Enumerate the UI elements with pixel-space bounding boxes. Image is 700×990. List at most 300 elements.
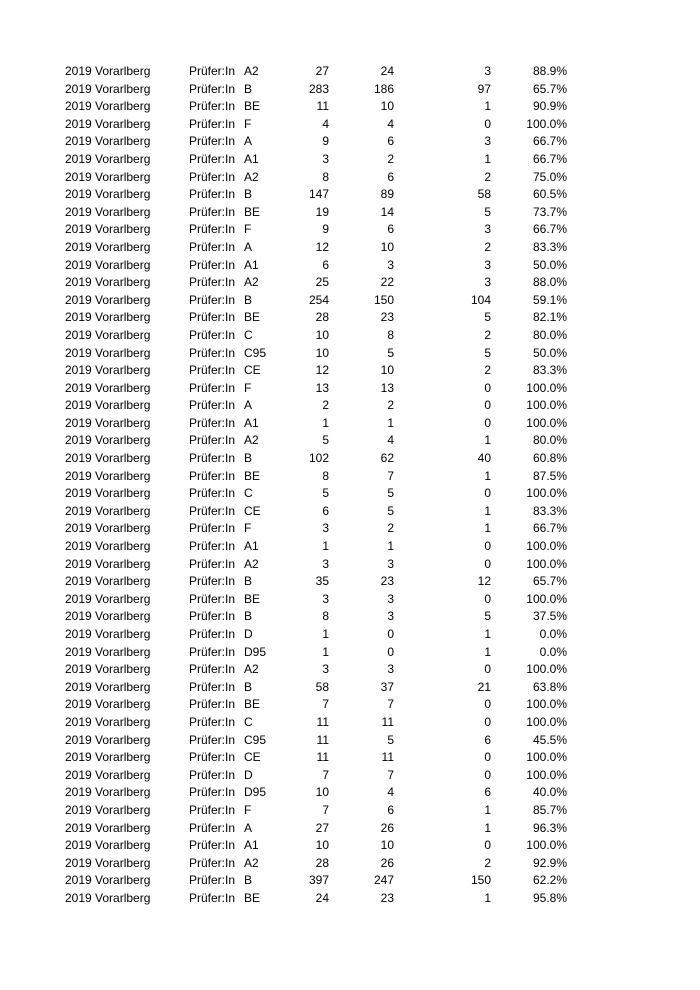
license-class-cell: B xyxy=(244,81,253,96)
region-cell: 2019 Vorarlberg xyxy=(65,380,151,395)
failed-count-cell: 2 xyxy=(484,855,491,870)
region-cell: 2019 Vorarlberg xyxy=(65,486,151,501)
role-cell: Prüfer:In xyxy=(189,802,236,817)
failed-count-cell: 1 xyxy=(484,503,491,518)
failed-count-cell: 0 xyxy=(484,750,491,765)
passed-count-cell: 4 xyxy=(387,785,394,800)
license-class-cell: A1 xyxy=(244,539,259,554)
total-count-cell: 27 xyxy=(315,820,329,835)
table-row xyxy=(0,327,700,345)
total-count-cell: 58 xyxy=(315,679,329,694)
region-cell: 2019 Vorarlberg xyxy=(65,433,151,448)
license-class-cell: D95 xyxy=(244,644,267,659)
license-class-cell: A2 xyxy=(244,556,259,571)
table-row xyxy=(0,696,700,714)
total-count-cell: 35 xyxy=(315,574,329,589)
passed-count-cell: 6 xyxy=(387,134,394,149)
table-row xyxy=(0,239,700,257)
failed-count-cell: 5 xyxy=(484,345,491,360)
passed-count-cell: 10 xyxy=(380,838,394,853)
license-class-cell: CE xyxy=(244,503,261,518)
table-row xyxy=(0,274,700,292)
total-count-cell: 11 xyxy=(316,714,329,729)
table-row xyxy=(0,767,700,785)
license-class-cell: F xyxy=(244,116,252,131)
passed-count-cell: 150 xyxy=(373,292,394,307)
region-cell: 2019 Vorarlberg xyxy=(65,662,151,677)
license-class-cell: B xyxy=(244,873,253,888)
failed-count-cell: 0 xyxy=(484,697,491,712)
table-row xyxy=(0,98,700,116)
role-cell: Prüfer:In xyxy=(189,169,236,184)
region-cell: 2019 Vorarlberg xyxy=(65,556,151,571)
pass-rate-cell: 100.0% xyxy=(526,398,567,413)
passed-count-cell: 186 xyxy=(373,81,394,96)
role-cell: Prüfer:In xyxy=(189,99,236,114)
region-cell: 2019 Vorarlberg xyxy=(65,714,151,729)
passed-count-cell: 247 xyxy=(373,873,394,888)
total-count-cell: 11 xyxy=(316,99,329,114)
region-cell: 2019 Vorarlberg xyxy=(65,873,151,888)
license-class-cell: A2 xyxy=(244,433,259,448)
table-row xyxy=(0,679,700,697)
total-count-cell: 27 xyxy=(315,64,329,78)
region-cell: 2019 Vorarlberg xyxy=(65,468,151,483)
region-cell: 2019 Vorarlberg xyxy=(65,398,151,413)
passed-count-cell: 7 xyxy=(387,767,394,782)
passed-count-cell: 5 xyxy=(387,503,394,518)
license-class-cell: B xyxy=(244,451,253,466)
total-count-cell: 10 xyxy=(315,785,329,800)
role-cell: Prüfer:In xyxy=(189,486,236,501)
region-cell: 2019 Vorarlberg xyxy=(65,732,151,747)
pass-rate-cell: 100.0% xyxy=(526,714,567,729)
pass-rate-cell: 0.0% xyxy=(539,644,567,659)
license-class-cell: B xyxy=(244,187,253,202)
license-class-cell: A1 xyxy=(244,257,259,272)
failed-count-cell: 0 xyxy=(484,398,491,413)
passed-count-cell: 23 xyxy=(380,890,394,905)
role-cell: Prüfer:In xyxy=(189,697,236,712)
role-cell: Prüfer:In xyxy=(189,679,236,694)
region-cell: 2019 Vorarlberg xyxy=(65,609,151,624)
passed-count-cell: 7 xyxy=(387,468,394,483)
role-cell: Prüfer:In xyxy=(189,732,236,747)
passed-count-cell: 6 xyxy=(387,222,394,237)
table-row xyxy=(0,468,700,486)
license-class-cell: A2 xyxy=(244,64,259,78)
license-class-cell: BE xyxy=(244,890,261,905)
failed-count-cell: 1 xyxy=(484,820,491,835)
failed-count-cell: 1 xyxy=(484,627,491,641)
passed-count-cell: 89 xyxy=(380,187,394,202)
table-row xyxy=(0,292,700,310)
pass-rate-cell: 66.7% xyxy=(532,134,567,149)
region-cell: 2019 Vorarlberg xyxy=(65,451,151,466)
role-cell: Prüfer:In xyxy=(189,151,236,166)
total-count-cell: 11 xyxy=(316,750,329,765)
pass-rate-cell: 100.0% xyxy=(526,838,567,853)
total-count-cell: 1 xyxy=(322,644,329,659)
license-class-cell: D xyxy=(244,627,253,641)
table-row xyxy=(0,186,700,204)
license-class-cell: A1 xyxy=(244,415,259,430)
pass-rate-cell: 92.9% xyxy=(532,855,567,870)
total-count-cell: 9 xyxy=(322,134,329,149)
table-row xyxy=(0,204,700,222)
pass-rate-cell: 100.0% xyxy=(526,591,567,606)
pass-rate-cell: 59.1% xyxy=(532,292,567,307)
failed-count-cell: 0 xyxy=(484,415,491,430)
pass-rate-cell: 82.1% xyxy=(532,310,567,325)
region-cell: 2019 Vorarlberg xyxy=(65,644,151,659)
pass-rate-cell: 87.5% xyxy=(532,468,567,483)
total-count-cell: 6 xyxy=(322,503,329,518)
total-count-cell: 4 xyxy=(322,116,329,131)
role-cell: Prüfer:In xyxy=(189,838,236,853)
table-row xyxy=(0,837,700,855)
total-count-cell: 6 xyxy=(322,257,329,272)
passed-count-cell: 1 xyxy=(387,415,394,430)
passed-count-cell: 5 xyxy=(387,732,394,747)
region-cell: 2019 Vorarlberg xyxy=(65,134,151,149)
pass-rate-cell: 50.0% xyxy=(532,345,567,360)
license-class-cell: BE xyxy=(244,468,261,483)
total-count-cell: 7 xyxy=(322,802,329,817)
table-row xyxy=(0,626,700,644)
failed-count-cell: 5 xyxy=(484,609,491,624)
role-cell: Prüfer:In xyxy=(189,310,236,325)
region-cell: 2019 Vorarlberg xyxy=(65,627,151,641)
failed-count-cell: 6 xyxy=(484,732,491,747)
pass-rate-cell: 100.0% xyxy=(526,750,567,765)
license-class-cell: BE xyxy=(244,310,261,325)
failed-count-cell: 3 xyxy=(484,257,491,272)
failed-count-cell: 1 xyxy=(484,890,491,905)
role-cell: Prüfer:In xyxy=(189,609,236,624)
passed-count-cell: 0 xyxy=(387,644,394,659)
total-count-cell: 12 xyxy=(315,363,329,378)
table-row xyxy=(0,380,700,398)
role-cell: Prüfer:In xyxy=(189,380,236,395)
table-row xyxy=(0,855,700,873)
passed-count-cell: 62 xyxy=(380,451,394,466)
total-count-cell: 102 xyxy=(308,451,329,466)
passed-count-cell: 11 xyxy=(381,714,394,729)
failed-count-cell: 40 xyxy=(477,451,491,466)
passed-count-cell: 37 xyxy=(380,679,394,694)
role-cell: Prüfer:In xyxy=(189,855,236,870)
total-count-cell: 5 xyxy=(322,486,329,501)
total-count-cell: 19 xyxy=(315,204,329,219)
role-cell: Prüfer:In xyxy=(189,134,236,149)
passed-count-cell: 5 xyxy=(387,345,394,360)
total-count-cell: 25 xyxy=(315,275,329,290)
pass-rate-cell: 50.0% xyxy=(532,257,567,272)
pass-rate-cell: 60.8% xyxy=(532,451,567,466)
passed-count-cell: 3 xyxy=(387,609,394,624)
region-cell: 2019 Vorarlberg xyxy=(65,679,151,694)
pass-rate-cell: 65.7% xyxy=(532,81,567,96)
total-count-cell: 10 xyxy=(315,838,329,853)
license-class-cell: F xyxy=(244,222,252,237)
license-class-cell: A xyxy=(244,820,253,835)
total-count-cell: 8 xyxy=(322,609,329,624)
pass-rate-cell: 0.0% xyxy=(539,627,567,641)
region-cell: 2019 Vorarlberg xyxy=(65,767,151,782)
pass-rate-cell: 63.8% xyxy=(532,679,567,694)
role-cell: Prüfer:In xyxy=(189,363,236,378)
total-count-cell: 2 xyxy=(322,398,329,413)
pass-rate-cell: 65.7% xyxy=(532,574,567,589)
role-cell: Prüfer:In xyxy=(189,275,236,290)
failed-count-cell: 0 xyxy=(484,767,491,782)
table-row xyxy=(0,362,700,380)
failed-count-cell: 2 xyxy=(484,363,491,378)
failed-count-cell: 1 xyxy=(484,521,491,536)
total-count-cell: 283 xyxy=(308,81,329,96)
pass-rate-cell: 60.5% xyxy=(532,187,567,202)
data-table xyxy=(0,63,700,908)
role-cell: Prüfer:In xyxy=(189,222,236,237)
license-class-cell: F xyxy=(244,380,252,395)
passed-count-cell: 7 xyxy=(387,697,394,712)
passed-count-cell: 3 xyxy=(387,556,394,571)
table-row xyxy=(0,573,700,591)
passed-count-cell: 2 xyxy=(387,398,394,413)
passed-count-cell: 3 xyxy=(387,257,394,272)
region-cell: 2019 Vorarlberg xyxy=(65,116,151,131)
pass-rate-cell: 88.9% xyxy=(532,64,567,78)
table-row xyxy=(0,890,700,908)
license-class-cell: A2 xyxy=(244,662,259,677)
pass-rate-cell: 88.0% xyxy=(532,275,567,290)
license-class-cell: BE xyxy=(244,204,261,219)
license-class-cell: F xyxy=(244,521,252,536)
license-class-cell: A1 xyxy=(244,151,259,166)
license-class-cell: F xyxy=(244,802,252,817)
table-row xyxy=(0,591,700,609)
region-cell: 2019 Vorarlberg xyxy=(65,151,151,166)
table-row xyxy=(0,503,700,521)
total-count-cell: 147 xyxy=(308,187,329,202)
role-cell: Prüfer:In xyxy=(189,820,236,835)
failed-count-cell: 0 xyxy=(484,556,491,571)
region-cell: 2019 Vorarlberg xyxy=(65,327,151,342)
table-row xyxy=(0,133,700,151)
region-cell: 2019 Vorarlberg xyxy=(65,169,151,184)
license-class-cell: A1 xyxy=(244,838,259,853)
table-row xyxy=(0,608,700,626)
total-count-cell: 9 xyxy=(322,222,329,237)
role-cell: Prüfer:In xyxy=(189,468,236,483)
role-cell: Prüfer:In xyxy=(189,644,236,659)
table-row xyxy=(0,661,700,679)
region-cell: 2019 Vorarlberg xyxy=(65,697,151,712)
table-row xyxy=(0,784,700,802)
table-row xyxy=(0,309,700,327)
pass-rate-cell: 83.3% xyxy=(532,363,567,378)
license-class-cell: CE xyxy=(244,363,261,378)
role-cell: Prüfer:In xyxy=(189,292,236,307)
table-row xyxy=(0,257,700,275)
pass-rate-cell: 100.0% xyxy=(526,556,567,571)
failed-count-cell: 0 xyxy=(484,380,491,395)
role-cell: Prüfer:In xyxy=(189,873,236,888)
region-cell: 2019 Vorarlberg xyxy=(65,204,151,219)
total-count-cell: 28 xyxy=(315,310,329,325)
role-cell: Prüfer:In xyxy=(189,451,236,466)
failed-count-cell: 1 xyxy=(484,99,491,114)
failed-count-cell: 0 xyxy=(484,591,491,606)
failed-count-cell: 0 xyxy=(484,662,491,677)
table-row xyxy=(0,116,700,134)
role-cell: Prüfer:In xyxy=(189,257,236,272)
role-cell: Prüfer:In xyxy=(189,81,236,96)
license-class-cell: BE xyxy=(244,697,261,712)
total-count-cell: 11 xyxy=(316,732,329,747)
pass-rate-cell: 80.0% xyxy=(532,327,567,342)
total-count-cell: 7 xyxy=(322,697,329,712)
pass-rate-cell: 100.0% xyxy=(526,697,567,712)
total-count-cell: 5 xyxy=(322,433,329,448)
passed-count-cell: 23 xyxy=(380,574,394,589)
role-cell: Prüfer:In xyxy=(189,785,236,800)
role-cell: Prüfer:In xyxy=(189,204,236,219)
failed-count-cell: 104 xyxy=(470,292,491,307)
license-class-cell: B xyxy=(244,574,253,589)
pass-rate-cell: 95.8% xyxy=(532,890,567,905)
passed-count-cell: 13 xyxy=(380,380,394,395)
table-row xyxy=(0,538,700,556)
region-cell: 2019 Vorarlberg xyxy=(65,890,151,905)
table-row xyxy=(0,415,700,433)
pass-rate-cell: 85.7% xyxy=(532,802,567,817)
total-count-cell: 10 xyxy=(315,345,329,360)
table-row xyxy=(0,732,700,750)
passed-count-cell: 2 xyxy=(387,521,394,536)
role-cell: Prüfer:In xyxy=(189,574,236,589)
role-cell: Prüfer:In xyxy=(189,591,236,606)
role-cell: Prüfer:In xyxy=(189,116,236,131)
role-cell: Prüfer:In xyxy=(189,714,236,729)
region-cell: 2019 Vorarlberg xyxy=(65,415,151,430)
role-cell: Prüfer:In xyxy=(189,503,236,518)
region-cell: 2019 Vorarlberg xyxy=(65,239,151,254)
passed-count-cell: 2 xyxy=(387,151,394,166)
total-count-cell: 1 xyxy=(322,627,329,641)
passed-count-cell: 26 xyxy=(380,855,394,870)
total-count-cell: 7 xyxy=(322,767,329,782)
failed-count-cell: 21 xyxy=(477,679,491,694)
region-cell: 2019 Vorarlberg xyxy=(65,539,151,554)
total-count-cell: 13 xyxy=(315,380,329,395)
role-cell: Prüfer:In xyxy=(189,539,236,554)
table-row xyxy=(0,485,700,503)
passed-count-cell: 10 xyxy=(380,99,394,114)
failed-count-cell: 97 xyxy=(477,81,491,96)
role-cell: Prüfer:In xyxy=(189,345,236,360)
passed-count-cell: 1 xyxy=(387,539,394,554)
passed-count-cell: 6 xyxy=(387,169,394,184)
total-count-cell: 28 xyxy=(315,855,329,870)
total-count-cell: 397 xyxy=(308,873,329,888)
passed-count-cell: 6 xyxy=(387,802,394,817)
passed-count-cell: 10 xyxy=(380,363,394,378)
failed-count-cell: 2 xyxy=(484,239,491,254)
license-class-cell: B xyxy=(244,679,253,694)
failed-count-cell: 5 xyxy=(484,310,491,325)
failed-count-cell: 3 xyxy=(484,222,491,237)
table-row xyxy=(0,872,700,890)
pass-rate-cell: 40.0% xyxy=(532,785,567,800)
table-row xyxy=(0,81,700,99)
license-class-cell: B xyxy=(244,609,253,624)
failed-count-cell: 1 xyxy=(484,644,491,659)
license-class-cell: A2 xyxy=(244,275,259,290)
failed-count-cell: 12 xyxy=(477,574,491,589)
region-cell: 2019 Vorarlberg xyxy=(65,345,151,360)
region-cell: 2019 Vorarlberg xyxy=(65,574,151,589)
failed-count-cell: 3 xyxy=(484,134,491,149)
license-class-cell: A2 xyxy=(244,855,259,870)
pass-rate-cell: 75.0% xyxy=(532,169,567,184)
failed-count-cell: 3 xyxy=(484,275,491,290)
passed-count-cell: 5 xyxy=(387,486,394,501)
failed-count-cell: 2 xyxy=(484,169,491,184)
pass-rate-cell: 66.7% xyxy=(532,151,567,166)
passed-count-cell: 22 xyxy=(380,275,394,290)
region-cell: 2019 Vorarlberg xyxy=(65,99,151,114)
failed-count-cell: 0 xyxy=(484,838,491,853)
pass-rate-cell: 83.3% xyxy=(532,503,567,518)
region-cell: 2019 Vorarlberg xyxy=(65,820,151,835)
pass-rate-cell: 37.5% xyxy=(532,609,567,624)
table-row xyxy=(0,397,700,415)
license-class-cell: A xyxy=(244,239,253,254)
pass-rate-cell: 73.7% xyxy=(532,204,567,219)
license-class-cell: A2 xyxy=(244,169,259,184)
failed-count-cell: 1 xyxy=(484,151,491,166)
total-count-cell: 254 xyxy=(308,292,329,307)
region-cell: 2019 Vorarlberg xyxy=(65,275,151,290)
failed-count-cell: 1 xyxy=(484,468,491,483)
role-cell: Prüfer:In xyxy=(189,187,236,202)
role-cell: Prüfer:In xyxy=(189,890,236,905)
pass-rate-cell: 90.9% xyxy=(532,99,567,114)
role-cell: Prüfer:In xyxy=(189,327,236,342)
failed-count-cell: 1 xyxy=(484,802,491,817)
pass-rate-cell: 100.0% xyxy=(526,539,567,554)
failed-count-cell: 150 xyxy=(470,873,491,888)
total-count-cell: 3 xyxy=(322,662,329,677)
role-cell: Prüfer:In xyxy=(189,398,236,413)
pass-rate-cell: 100.0% xyxy=(526,415,567,430)
role-cell: Prüfer:In xyxy=(189,521,236,536)
total-count-cell: 1 xyxy=(322,539,329,554)
pass-rate-cell: 45.5% xyxy=(532,732,567,747)
region-cell: 2019 Vorarlberg xyxy=(65,81,151,96)
region-cell: 2019 Vorarlberg xyxy=(65,503,151,518)
role-cell: Prüfer:In xyxy=(189,750,236,765)
passed-count-cell: 26 xyxy=(380,820,394,835)
region-cell: 2019 Vorarlberg xyxy=(65,838,151,853)
region-cell: 2019 Vorarlberg xyxy=(65,363,151,378)
failed-count-cell: 0 xyxy=(484,714,491,729)
table-row xyxy=(0,221,700,239)
role-cell: Prüfer:In xyxy=(189,662,236,677)
total-count-cell: 8 xyxy=(322,468,329,483)
